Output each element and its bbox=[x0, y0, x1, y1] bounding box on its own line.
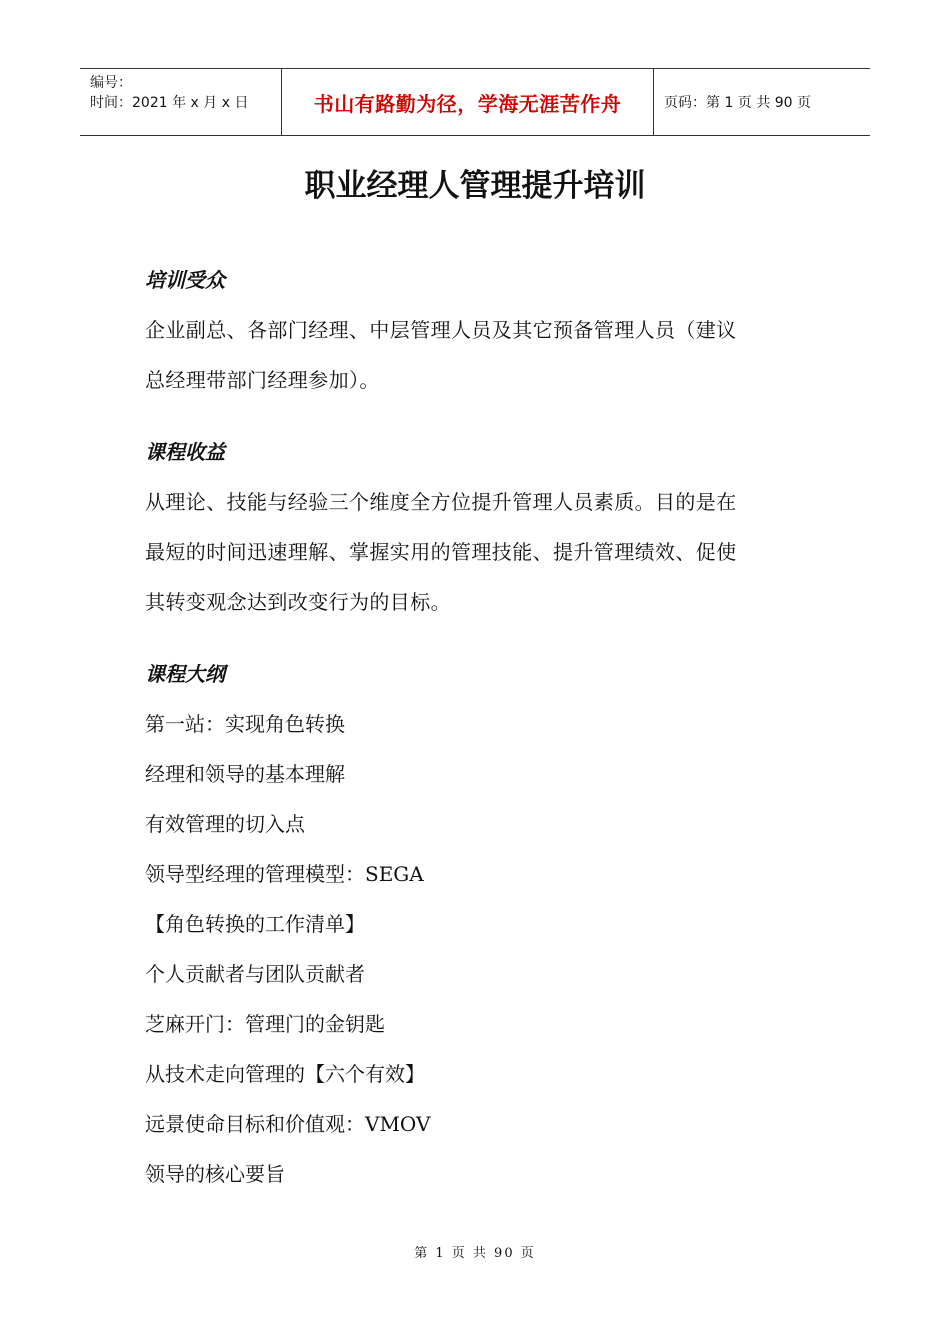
header-motto: 书山有路勤为径，学海无涯苦作舟 bbox=[282, 69, 654, 135]
document-body bbox=[145, 255, 805, 1199]
section-heading-audience: 培训受众 bbox=[145, 268, 225, 292]
outline-item: 个人贡献者与团队贡献者 bbox=[145, 962, 365, 986]
outline-item: 【角色转换的工作清单】 bbox=[145, 912, 365, 936]
outline-item: 第一站：实现角色转换 bbox=[145, 712, 345, 736]
outline-item: 经理和领导的基本理解 bbox=[145, 762, 345, 786]
benefits-line: 从理论、技能与经验三个维度全方位提升管理人员素质。目的是在 bbox=[145, 490, 737, 514]
header-page-info: 页码：第 1 页 共 90 页 bbox=[664, 95, 811, 111]
page-footer: 第 1 页 共 90 页 bbox=[414, 1246, 536, 1261]
document-title: 职业经理人管理提升培训 bbox=[304, 168, 646, 204]
number-label: 编号： bbox=[90, 75, 132, 91]
date-label: 时间：2021 年 x 月 x 日 bbox=[90, 95, 249, 111]
header-meta-cell bbox=[80, 69, 282, 135]
outline-item: 领导型经理的管理模型：SEGA bbox=[145, 862, 424, 886]
outline-item: 有效管理的切入点 bbox=[145, 812, 305, 836]
outline-item: 远景使命目标和价值观：VMOV bbox=[145, 1112, 431, 1136]
outline-list bbox=[145, 699, 805, 1199]
outline-item: 从技术走向管理的【六个有效】 bbox=[145, 1062, 425, 1086]
benefits-line: 其转变观念达到改变行为的目标。 bbox=[145, 590, 451, 614]
outline-item: 芝麻开门：管理门的金钥匙 bbox=[145, 1012, 385, 1036]
section-heading-benefits: 课程收益 bbox=[145, 440, 225, 464]
outline-item: 领导的核心要旨 bbox=[145, 1162, 285, 1186]
audience-line: 总经理带部门经理参加）。 bbox=[145, 368, 380, 392]
benefits-line: 最短的时间迅速理解、掌握实用的管理技能、提升管理绩效、促使 bbox=[145, 540, 737, 564]
audience-line: 企业副总、各部门经理、中层管理人员及其它预备管理人员（建议 bbox=[145, 318, 737, 342]
page-header bbox=[80, 68, 870, 136]
section-heading-outline: 课程大纲 bbox=[145, 662, 225, 686]
